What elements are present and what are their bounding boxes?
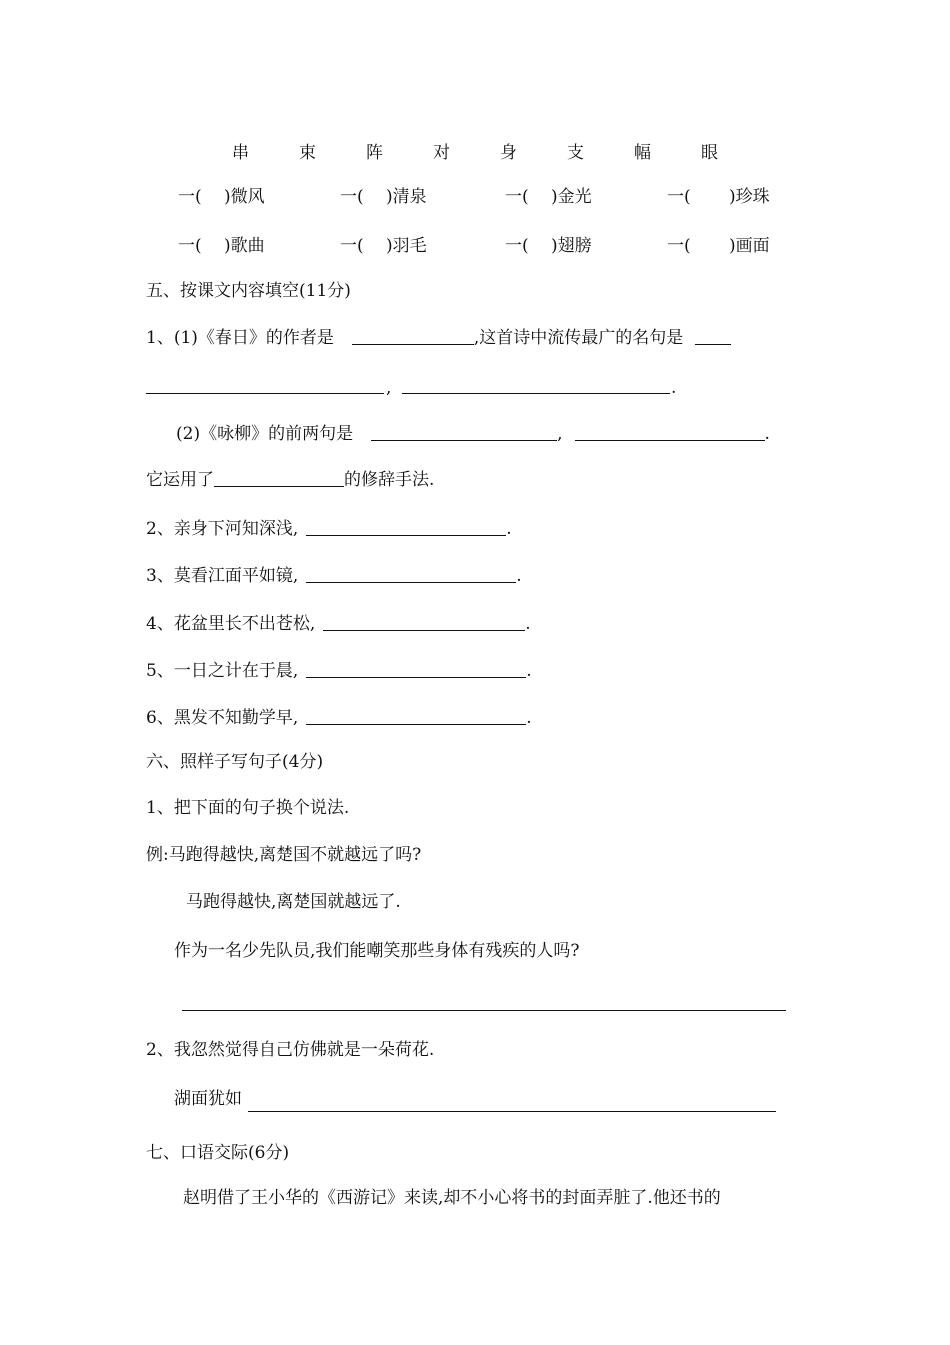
answer-blank[interactable] [323, 614, 525, 631]
measure-word-item: 一( )金光 [505, 187, 592, 207]
measure-word-item: 一( )翅膀 [505, 236, 592, 256]
word-bank-item: 支 [567, 143, 584, 163]
question-5-1-2: (2)《咏柳》的前两句是 , . [176, 424, 770, 444]
word-bank-item: 身 [500, 143, 517, 163]
example-answer: 马跑得越快,离楚国就越远了. [186, 892, 401, 912]
answer-blank[interactable] [371, 424, 557, 441]
answer-blank[interactable] [306, 566, 516, 583]
answer-line[interactable] [248, 1111, 776, 1112]
measure-word-item: 一( )羽毛 [340, 236, 427, 256]
rewrite-prompt: 作为一名少先队员,我们能嘲笑那些身体有残疾的人吗? [174, 941, 580, 961]
question-5-2: 2、亲身下河知深浅, . [146, 519, 512, 539]
word-bank-item: 对 [433, 143, 450, 163]
oral-scenario-text: 赵明借了王小华的《西游记》来读,却不小心将书的封面弄脏了.他还书的 [183, 1188, 721, 1208]
answer-blank[interactable] [695, 328, 731, 345]
section-5-title: 五、按课文内容填空(11分) [146, 281, 351, 301]
question-5-1-1: 1、(1)《春日》的作者是 ,这首诗中流传最广的名句是 [146, 328, 731, 348]
question-5-3: 3、莫看江面平如镜, . [146, 566, 522, 586]
answer-blank[interactable] [306, 519, 506, 536]
measure-word-item: 一( )珍珠 [667, 187, 770, 207]
simile-prompt: 湖面犹如 [174, 1089, 242, 1109]
measure-word-item: 一( )歌曲 [178, 236, 265, 256]
answer-blank[interactable] [402, 393, 670, 394]
answer-blank[interactable] [575, 424, 765, 441]
word-bank-item: 串 [232, 143, 249, 163]
word-bank-item: 眼 [701, 143, 718, 163]
question-6-2: 2、我忽然觉得自己仿佛就是一朵荷花. [146, 1040, 435, 1060]
question-5-6: 6、黑发不知勤学早, . [146, 708, 532, 728]
measure-word-item: 一( )微风 [178, 187, 265, 207]
answer-blank[interactable] [306, 661, 526, 678]
word-bank-item: 阵 [366, 143, 383, 163]
word-bank-item: 幅 [634, 143, 651, 163]
rhetoric-question: 它运用了 的修辞手法. [146, 470, 435, 490]
answer-blank[interactable] [214, 470, 344, 487]
period: . [671, 378, 677, 398]
measure-word-item: 一( )画面 [667, 236, 770, 256]
example-sentence: 例:马跑得越快,离楚国不就越远了吗? [146, 845, 422, 865]
question-5-4: 4、花盆里长不出苍松, . [146, 614, 531, 634]
answer-line[interactable] [182, 1010, 786, 1011]
question-5-5: 5、一日之计在于晨, . [146, 661, 532, 681]
measure-word-item: 一( )清泉 [340, 187, 427, 207]
comma: , [386, 378, 392, 398]
question-6-1: 1、把下面的句子换个说法. [146, 798, 350, 818]
answer-blank[interactable] [146, 393, 384, 394]
section-7-title: 七、口语交际(6分) [146, 1143, 290, 1163]
answer-blank[interactable] [306, 708, 526, 725]
word-bank-item: 束 [299, 143, 316, 163]
section-6-title: 六、照样子写句子(4分) [146, 752, 324, 772]
answer-blank[interactable] [352, 328, 474, 345]
